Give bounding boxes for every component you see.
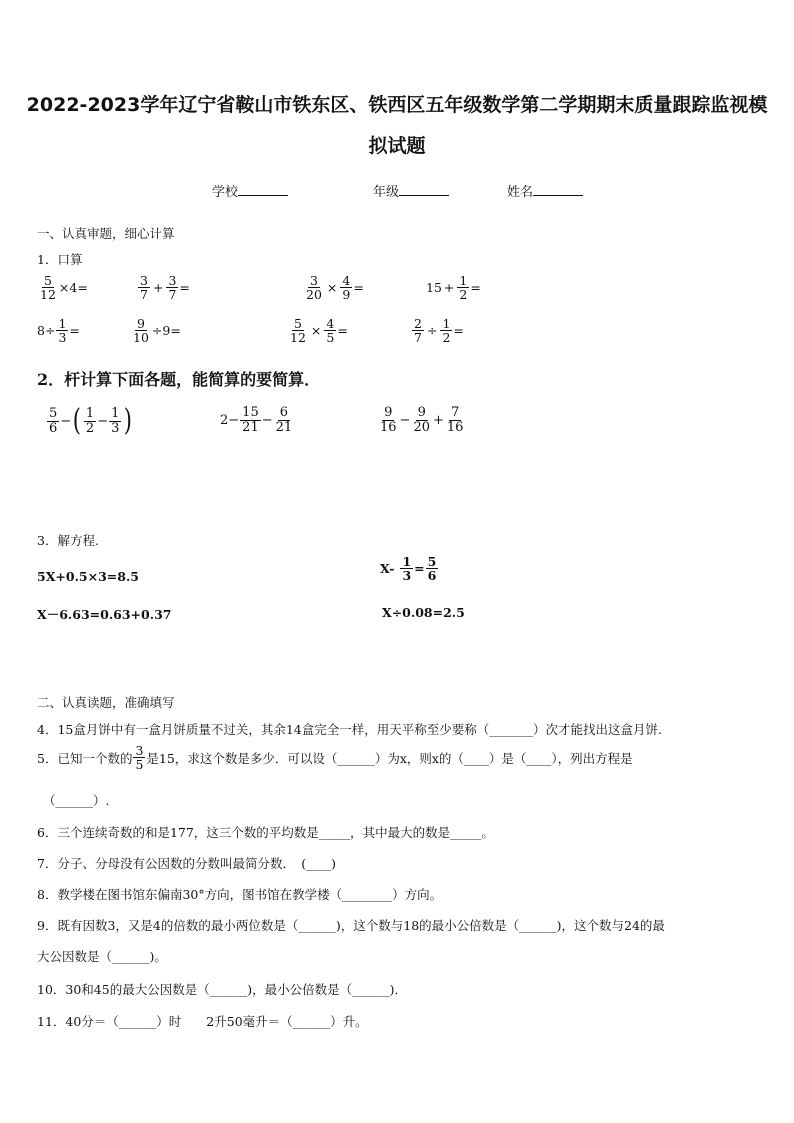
frac-den: 12 xyxy=(290,330,306,346)
op: × xyxy=(310,323,322,339)
q5-text-a: 5．已知一个数的 xyxy=(37,750,133,766)
op: − xyxy=(261,412,273,428)
frac-num: 9 xyxy=(417,405,426,420)
frac-den: 7 xyxy=(168,287,177,303)
op: ÷ xyxy=(426,323,438,339)
frac-den: 5 xyxy=(326,330,335,346)
q1-item-2 xyxy=(137,274,190,301)
right-paren-icon: ) xyxy=(124,403,133,438)
frac-den: 12 xyxy=(40,287,56,303)
question-6: 6．三个连续奇数的和是177，这三个数的平均数是_____，其中最大的数是_____。 xyxy=(37,825,494,840)
frac-num: 3 xyxy=(309,273,318,288)
q2-label: 2．杆计算下面各题，能简算的要简算． xyxy=(37,370,321,389)
frac-num: 5 xyxy=(49,405,58,421)
frac-num: 6 xyxy=(279,405,289,420)
lead: 15 xyxy=(426,280,442,296)
op: × xyxy=(326,280,338,296)
q2-expr-2 xyxy=(220,406,295,434)
q1-item-5 xyxy=(37,317,80,344)
frac-num: 4 xyxy=(342,273,351,288)
frac-den: 16 xyxy=(446,419,464,435)
frac-den: 6 xyxy=(427,568,437,584)
frac-den: 3 xyxy=(402,568,412,584)
name-label: 姓名 xyxy=(507,185,534,200)
frac-num: 1 xyxy=(402,554,412,569)
frac-den: 7 xyxy=(414,330,422,346)
op: ÷9= xyxy=(151,323,181,339)
frac-num: 1 xyxy=(58,316,67,331)
name-blank[interactable] xyxy=(533,195,583,196)
frac-den: 2 xyxy=(85,420,95,436)
frac-num: 15 xyxy=(242,405,259,420)
document-title-line2: 拟试题 xyxy=(368,135,426,157)
q5-text-b: 是15，求这个数是多少．可以设（______）为x，则x的（____）是（____），列出方程是 xyxy=(146,750,633,766)
equals: = xyxy=(470,280,481,296)
equals: = xyxy=(69,323,80,339)
frac-den: 9 xyxy=(342,287,351,303)
frac-num: 5 xyxy=(43,273,52,288)
q1-item-4 xyxy=(426,274,481,301)
grade-label: 年级 xyxy=(373,185,400,200)
frac-num: 1 xyxy=(442,316,451,331)
q2-expr-1 xyxy=(46,403,134,438)
frac-den: 3 xyxy=(58,330,67,346)
question-4: 4．15盒月饼中有一盒月饼质量不过关，其余14盒完全一样，用天平称至少要称（_______）次才能找出这盒月饼. xyxy=(37,722,662,737)
frac-den: 2 xyxy=(459,287,468,303)
frac-den: 20 xyxy=(306,287,322,303)
q3-equation-4: X÷0.08=2.5 xyxy=(382,605,465,620)
op: + xyxy=(152,280,164,296)
frac-num: 1 xyxy=(459,273,468,288)
frac-den: 20 xyxy=(413,419,430,435)
school-field xyxy=(212,181,288,200)
document-title-line1: 2022-2023学年辽宁省鞍山市铁东区、铁西区五年级数学第二学期期末质量跟踪监视模 xyxy=(26,94,768,116)
question-9-line1: 9．既有因数3，又是4的倍数的最小两位数是（______)，这个数与18的最小公倍数是（______)，这个数与24的最 xyxy=(37,918,665,933)
grade-field xyxy=(373,181,449,200)
question-7: 7．分子、分母没有公因数的分数叫最简分数． (____) xyxy=(37,856,336,871)
school-label: 学校 xyxy=(212,185,239,200)
frac-num: 4 xyxy=(326,316,335,331)
equals: = xyxy=(179,280,190,296)
q1-item-3 xyxy=(303,274,364,301)
frac-den: 21 xyxy=(275,419,293,435)
q3-equation-2 xyxy=(380,555,439,582)
question-11: 11．40分＝（______）时 2升50毫升＝（______）升。 xyxy=(37,1014,368,1029)
frac-num: 3 xyxy=(135,743,144,758)
frac-num: 3 xyxy=(140,273,148,288)
lead: 2− xyxy=(220,412,240,428)
q3-equation-3: X－6.63=0.63+0.37 xyxy=(37,607,172,622)
school-blank[interactable] xyxy=(238,195,288,196)
question-5-line2: （______）. xyxy=(43,793,110,808)
frac-den: 6 xyxy=(49,420,58,436)
equals: = xyxy=(353,280,364,296)
frac-num: 1 xyxy=(85,405,95,421)
frac-num: 5 xyxy=(293,316,302,331)
frac-den: 7 xyxy=(140,287,148,303)
op: − xyxy=(97,413,109,429)
op: + xyxy=(443,280,455,296)
q1-item-1 xyxy=(37,274,88,301)
q1-item-6 xyxy=(130,317,181,344)
lead: 8÷ xyxy=(37,323,56,339)
frac-num: 1 xyxy=(111,405,120,421)
q1-label: 1．口算 xyxy=(37,252,83,267)
question-5-line1 xyxy=(37,744,633,771)
frac-num: 2 xyxy=(414,316,422,331)
frac-den: 21 xyxy=(242,419,259,435)
op: + xyxy=(433,412,444,428)
frac-den: 2 xyxy=(442,330,451,346)
grade-blank[interactable] xyxy=(399,195,449,196)
op: − xyxy=(60,413,72,429)
q2-expr-3 xyxy=(377,406,466,434)
op: ×4= xyxy=(58,280,88,296)
q1-item-8 xyxy=(411,317,464,344)
equals: = xyxy=(414,561,425,577)
q1-item-7 xyxy=(287,317,348,344)
frac-num: 5 xyxy=(427,554,437,569)
op: − xyxy=(399,412,411,428)
equals: = xyxy=(453,323,464,339)
left-paren-icon: ( xyxy=(72,403,82,438)
section1-heading: 一、认真审题，细心计算 xyxy=(37,226,175,241)
question-8: 8．教学楼在图书馆东偏南30°方向，图书馆在教学楼（________）方向。 xyxy=(37,887,443,902)
frac-num: 7 xyxy=(451,405,460,420)
question-10: 10．30和45的最大公因数是（______)，最小公倍数是（______)． xyxy=(37,982,407,997)
frac-num: 3 xyxy=(168,273,177,288)
frac-num: 9 xyxy=(384,405,393,420)
frac-den: 16 xyxy=(380,419,397,435)
frac-den: 5 xyxy=(135,757,144,773)
q3-equation-1: 5X+0.5×3=8.5 xyxy=(37,569,140,584)
frac-den: 10 xyxy=(133,330,149,346)
lead: X- xyxy=(380,561,395,577)
section2-heading: 二、认真读题，准确填写 xyxy=(37,695,175,710)
name-field xyxy=(507,181,583,200)
q3-label: 3．解方程. xyxy=(37,533,99,548)
equals: = xyxy=(337,323,348,339)
frac-num: 9 xyxy=(136,316,145,331)
frac-den: 3 xyxy=(111,420,120,436)
question-9-line2: 大公因数是（______)。 xyxy=(37,949,167,964)
